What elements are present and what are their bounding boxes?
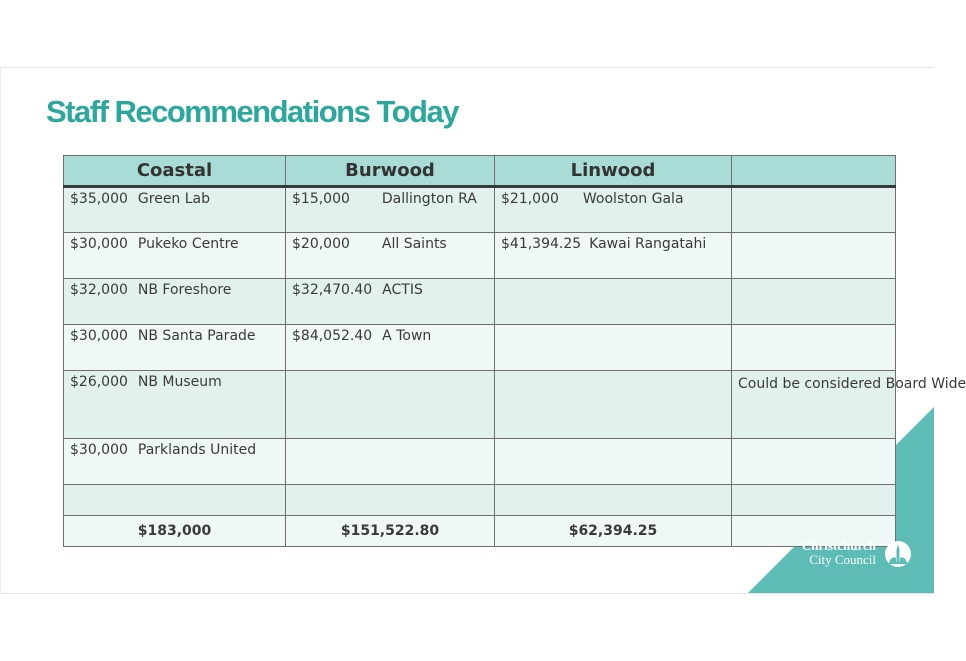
linwood-cell — [495, 371, 732, 439]
totals-row — [64, 516, 896, 547]
coastal-cell — [64, 371, 286, 439]
burwood-cell — [286, 279, 495, 325]
coastal-cell — [64, 439, 286, 485]
project-name: Woolston Gala — [582, 191, 684, 207]
project-name: NB Santa Parade — [137, 328, 256, 344]
total-coastal: $183,000 — [64, 516, 286, 547]
amount: $21,000 — [501, 191, 559, 207]
linwood-cell — [495, 279, 732, 325]
amount: $41,394.25 — [501, 236, 582, 252]
table-row — [64, 371, 896, 439]
table-row — [64, 187, 896, 233]
coastal-cell — [64, 187, 286, 233]
project-name: Pukeko Centre — [137, 236, 239, 252]
amount: $32,000 — [70, 282, 128, 298]
project-name: A Town — [382, 328, 432, 344]
linwood-cell — [495, 187, 732, 233]
project-name: Dallington RA — [381, 191, 477, 207]
cathedral-emblem-icon — [884, 540, 912, 568]
project-name: ACTIS — [382, 282, 423, 298]
table-row-empty — [64, 485, 896, 516]
table-row — [64, 279, 896, 325]
coastal-cell — [64, 325, 286, 371]
slide-title: Staff Recommendations Today — [46, 94, 458, 129]
christchurch-city-council-logo — [792, 539, 912, 571]
amount: $32,470.40 — [292, 282, 373, 298]
logo-line-1: Christchurch — [801, 538, 876, 553]
burwood-cell — [286, 233, 495, 279]
amount: $26,000 — [70, 374, 128, 390]
burwood-cell — [286, 439, 495, 485]
slide — [0, 67, 966, 594]
coastal-cell — [64, 485, 286, 516]
project-name: NB Foreshore — [137, 282, 232, 298]
project-name: NB Museum — [137, 374, 222, 390]
amount: $84,052.40 — [292, 328, 373, 344]
amount: $20,000 — [292, 236, 350, 252]
total-linwood: $62,394.25 — [495, 516, 732, 547]
linwood-cell — [495, 233, 732, 279]
notes-cell — [732, 325, 896, 371]
notes-cell — [732, 279, 896, 325]
burwood-cell — [286, 485, 495, 516]
logo-text — [792, 539, 876, 567]
notes-cell — [732, 233, 896, 279]
table-row — [64, 325, 896, 371]
linwood-cell — [495, 439, 732, 485]
project-name: Green Lab — [137, 191, 211, 207]
table-row — [64, 439, 896, 485]
notes-cell — [732, 187, 896, 233]
header-notes — [732, 156, 896, 187]
linwood-cell — [495, 485, 732, 516]
burwood-cell — [286, 371, 495, 439]
notes-cell — [732, 485, 896, 516]
amount: $35,000 — [70, 191, 128, 207]
coastal-cell — [64, 233, 286, 279]
project-name: Parklands United — [137, 442, 257, 458]
amount: $30,000 — [70, 328, 128, 344]
header-burwood: Burwood — [286, 156, 495, 187]
table-header-row — [64, 156, 896, 187]
table-row — [64, 233, 896, 279]
logo-line-2: City Council — [809, 552, 876, 567]
recommendations-table — [63, 155, 966, 547]
burwood-cell — [286, 187, 495, 233]
amount: $30,000 — [70, 236, 128, 252]
amount: $15,000 — [292, 191, 350, 207]
project-name: Kawai Rangatahi — [589, 236, 707, 252]
project-name: All Saints — [381, 236, 447, 252]
amount: $30,000 — [70, 442, 128, 458]
notes-cell — [732, 439, 896, 485]
coastal-cell — [64, 279, 286, 325]
header-linwood: Linwood — [495, 156, 732, 187]
header-coastal: Coastal — [64, 156, 286, 187]
total-burwood: $151,522.80 — [286, 516, 495, 547]
linwood-cell — [495, 325, 732, 371]
burwood-cell — [286, 325, 495, 371]
notes-cell: Could be considered Board Wide — [732, 371, 896, 439]
